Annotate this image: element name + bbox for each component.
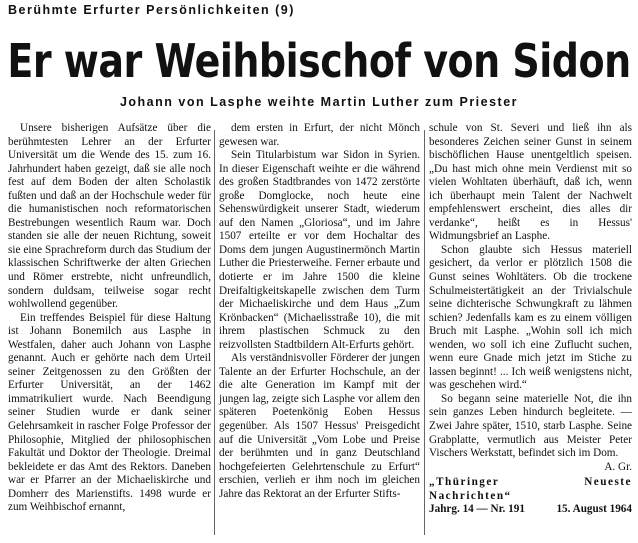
source-name: „Thüringer Neueste Nachrichten“ [429,476,632,502]
paragraph: Ein treffendes Beispiel für diese Haltung ist Johann Bonemilch aus Lasphe in Westfalen, daher auch Johann von Lasphe genannt. Auch er gehörte nach dem Urteil seiner Zeitgenossen zu den Größten der Erfurter Universität, an der 1462 immatrikuliert wurde. Nach Beendigung seiner Studien wurde er dank seiner Gelehrsamkeit in rascher Folge Professor der Philosophie, Mitglied der philosophischen Fakultät und Doktor der Theologie. Dreimal bekleidete er das Amt des Rektors. Daneben war er Pfarrer an der Michaeliskirche und Domherr des Marienstifts. 1498 wurde er zum Weihbischof ernannt, [8,311,211,514]
paragraph: dem ersten in Erfurt, der nicht Mönch gewesen war. [219,122,420,148]
source-date: 15. August 1964 [556,503,632,516]
signoff [429,461,632,475]
paragraph: Schon glaubte sich Hessus materiell gesichert, da verlor er plötzlich 1508 die Gunst seines Wohltäters. Ob die trockene Schulmeistertätigkeit an der Trivialschule seine dichterische Schwungkraft zu lähmen schien? Jedenfalls kam es zu einem völligen Bruch mit Lasphe. „Wohin soll ich mich wenden, wo soll ich eine Zuflucht suchen, wenn eure Gnade mich jetzt im Stiche zu lassen beginnt! ... Ich weiß wenigstens nicht, was geschehen wird.“ [429,243,632,392]
column-rule [214,130,215,535]
column-3 [429,122,632,517]
column-2 [219,122,420,501]
paragraph: schule von St. Severi und ließ ihn als besonderes Zeichen seiner Gunst in seinem bischöflichen Hause unentgeltlich speisen. „Du hast mich ohne mein Verdienst mit so vielen Wohltaten überhäuft, daß ich, wenn ich überhaupt mein Talent der Nachwelt empfehlenswert erscheint, dies alles dir verdanke“, heißt es in Hessus' Widmungsbrief an Lasphe. [429,122,632,243]
source-citation [429,476,632,517]
column-1 [8,122,211,515]
article-body [0,122,638,543]
paragraph: Als verständnisvoller Förderer der jungen Talente an der Erfurter Hochschule, an der die alte Generation im Kampf mit der jungen lag, zeigte sich Lasphe vor allem den späteren Poetenkönig Eoben Hessus gegenüber. Als 1507 Hessus' Preisgedicht auf die Universität „Vom Lobe und Preise der berühmten und in ganz Deutschland hochgefeierten Gelehrtenschule zu Erfurt“ erschien, verlieh er ihm noch im gleichen Jahre das Rektorat an der Erfurter Stifts- [219,352,420,500]
paragraph: Unsere bisherigen Aufsätze über die berühmtesten Lehrer an der Erfurter Universität um die Wende des 15. zum 16. Jahrhundert haben gezeigt, daß sie alle noch fest auf dem Boden der alten Scholastik fußten und daß an der Hochschule weder für die humanistischen noch reformatorischen Bestrebungen wesentlich Raum war. Doch standen sie alle der neuen Richtung, soweit sie eine Sprachreform durch das Studium der klassischen Schriftwerke der alten Griechen und Römer erstrebte, nicht unfreundlich, sondern duldsam, teilweise sogar recht wohlwollend gegenüber. [8,122,211,311]
source-row [429,503,632,517]
subheadline: Johann von Lasphe weihte Martin Luther zum Priester [119,95,519,109]
column-rule [424,130,425,535]
source-issue: Jahrg. 14 — Nr. 191 [429,503,525,516]
headline: Er war Weihbischof von Sidon [7,34,631,88]
paragraph: Sein Titularbistum war Sidon in Syrien. In dieser Eigenschaft weihte er die während des großen Stadtbrandes von 1472 zerstörte große Domglocke, noch heute eine Sehenswürdigkeit unserer Stadt, wiederum auf den Namen „Gloriosa“, und im Jahre 1507 erteilte er vor dem Hochaltar des Doms dem jungen Augustinermönch Martin Luther die Priesterweihe. Ferner erbaute und dotierte er im Jahre 1500 die kleine Dreifaltigkeitskapelle zwischen dem Turm der Michaeliskirche und dem Haus „Zum Krönbacken“ (Michaelisstraße 10), die mit ihrem plastischen Schmuck zu den reizvollsten Stadtbildern Alt-Erfurts gehört. [219,149,420,351]
kicker: Berühmte Erfurter Persönlichkeiten (9) [8,3,295,17]
paragraph: So begann seine materielle Not, die ihn sein ganzes Leben hindurch begleitete. — Zwei Jahre später, 1510, starb Lasphe. Seine Grabplatte, vermutlich aus Meister Peter Vischers Werkstatt, befindet sich im Dom. [429,392,632,460]
author: A. Gr. [604,460,632,473]
